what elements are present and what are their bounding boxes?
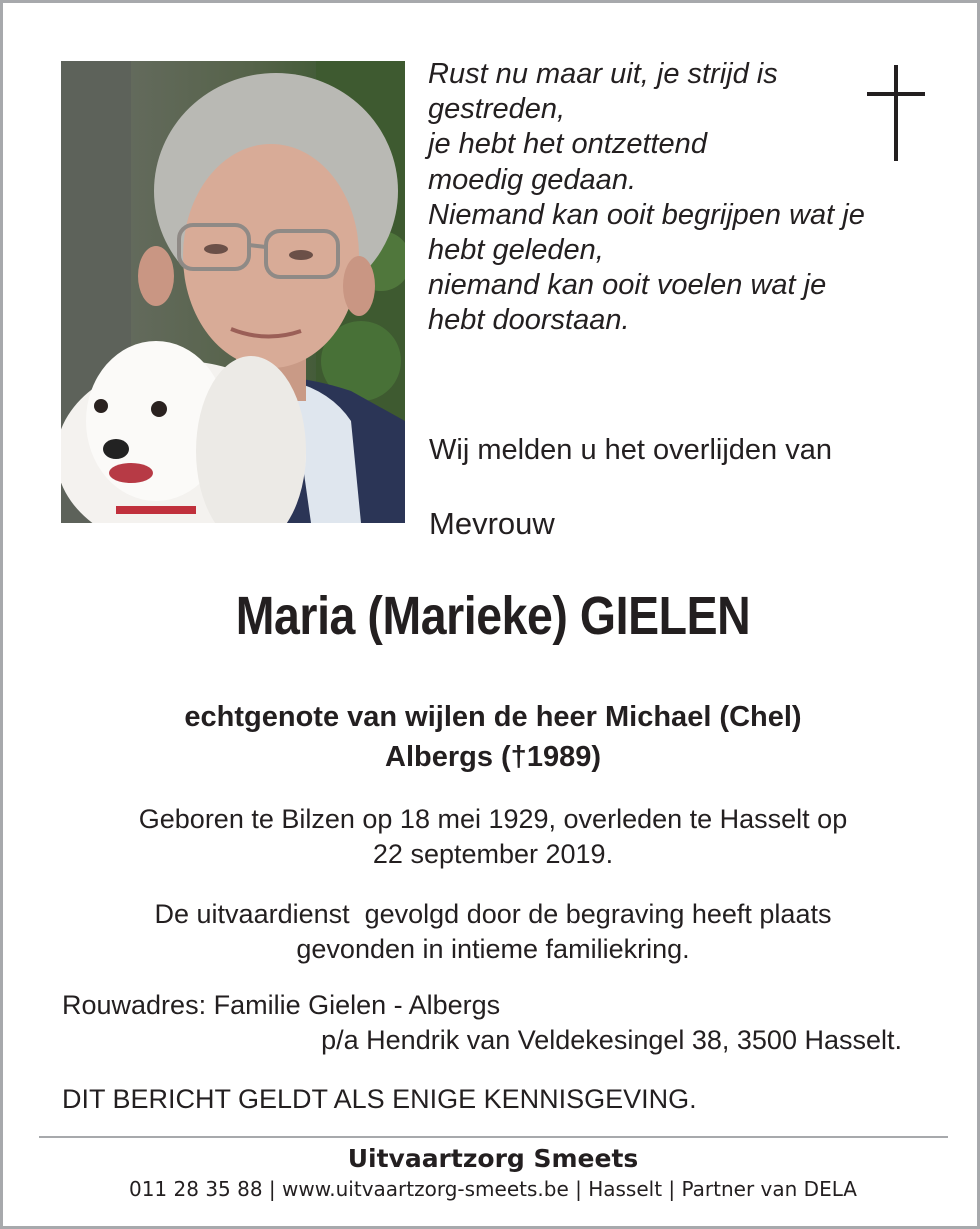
birth-death-info — [3, 802, 980, 872]
cross-icon — [867, 65, 925, 161]
portrait-illustration — [61, 61, 405, 523]
poem-line: moedig gedaan. — [428, 163, 636, 196]
announcement-text: Wij melden u het overlijden van — [429, 434, 832, 466]
poem-line: hebt doorstaan. — [428, 304, 630, 337]
poem-line: niemand kan ooit voelen wat je — [428, 269, 827, 302]
poem-line: Niemand kan ooit begrijpen wat je — [428, 198, 865, 231]
deceased-name: Maria (Marieke) GIELEN — [235, 586, 751, 646]
spouse-line: echtgenote van wijlen de heer Michael (Chel) — [184, 701, 802, 733]
portrait-photo — [61, 61, 405, 523]
footer-divider — [39, 1136, 948, 1138]
service-line: gevonden in intieme familiekring. — [296, 934, 690, 964]
spouse-info — [3, 697, 980, 777]
funeral-company-contact: 011 28 35 88 | www.uitvaartzorg-smeets.be | Hasselt | Partner van DELA — [128, 1177, 857, 1201]
poem-line: Rust nu maar uit, je strijd is — [428, 58, 778, 90]
poem-line: gestreden, — [428, 93, 566, 126]
mourning-address-line: Rouwadres: Familie Gielen - Albergs — [62, 990, 501, 1020]
poem-line: hebt geleden, — [428, 234, 604, 267]
birth-death-line: 22 september 2019. — [372, 839, 614, 869]
official-notice: DIT BERICHT GELDT ALS ENIGE KENNISGEVING. — [62, 1084, 697, 1114]
poem-line: je hebt het ontzettend — [428, 128, 707, 161]
service-line: De uitvaardienst gevolgd door de begraving heeft plaats — [154, 899, 832, 929]
birth-death-line: Geboren te Bilzen op 18 mei 1929, overleden te Hasselt op — [138, 804, 848, 834]
spouse-line: Albergs (†1989) — [385, 741, 601, 773]
mourning-address-line: p/a Hendrik van Veldekesingel 38, 3500 Hasselt. — [321, 1025, 902, 1055]
funeral-service-info — [3, 897, 980, 967]
honorific: Mevrouw — [429, 506, 555, 541]
memorial-poem — [428, 57, 865, 339]
funeral-company-name: Uitvaartzorg Smeets — [347, 1144, 639, 1173]
